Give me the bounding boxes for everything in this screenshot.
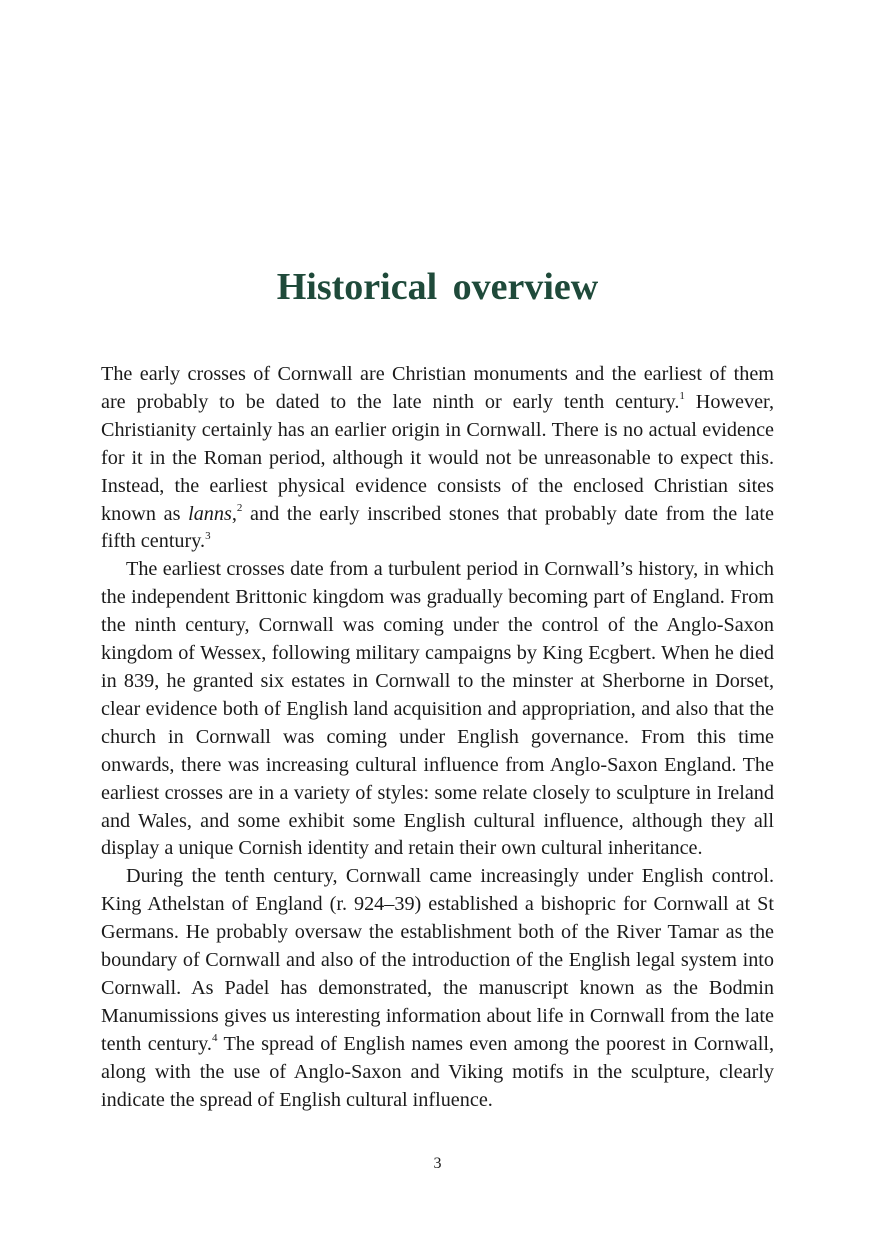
paragraph-2 — [101, 556, 774, 863]
text-segment: The spread of English names even among the poorest in Cornwall, along with the use of Anglo-Saxon and Viking motifs in the sculpture, clearly indicate the spread of English cultural influence. — [101, 1032, 775, 1111]
text-segment: During the tenth century, Cornwall came increasingly under English control. King Athelstan of England (r. 924–39) established a bishopric for Cornwall at St Germans. He probably oversaw the establishment both of the River Tamar as the boundary of Cornwall and also of the introduction of the English legal system into Cornwall. As Padel has demonstrated, the manuscript known as the Bodmin Manumissions gives us interesting information about life in Cornwall from the late tenth century. — [101, 865, 774, 1055]
italic-term: lanns — [188, 502, 232, 525]
text-segment: The early crosses of Cornwall are Christian monuments and the earliest of them are probably to be dated to the late ninth or early tenth century. — [101, 363, 774, 413]
body-text — [101, 361, 774, 1114]
text-segment: , — [231, 502, 237, 525]
text-segment: However, Christianity certainly has an earlier origin in Cornwall. There is no actual evidence for it in the Roman period, although it would not be unreasonable to expect this. Instead, the earliest physical evidence consists of the enclosed Christian sites known as — [101, 390, 774, 525]
footnote-ref-2: 2 — [236, 501, 243, 514]
text-segment: and the early inscribed stones that probably date from the late fifth century. — [101, 502, 774, 553]
chapter-title: Historical overview — [276, 266, 599, 308]
paragraph-1 — [101, 361, 774, 556]
text-segment: The earliest crosses date from a turbulent period in Cornwall’s history, in which the independent Brittonic kingdom was gradually becoming part of England. From the ninth century, Cornwall was coming under the control of the Anglo-Saxon kingdom of Wessex, following military campaigns by King Ecgbert. When he died in 839, he granted six estates in Cornwall to the minster at Sherborne in Dorset, clear evidence both of English land acquisition and appropriation, and also that the church in Cornwall was coming under English governance. From this time onwards, there was increasing cultural influence from Anglo-Saxon England. The earliest crosses are in a variety of styles: some relate closely to sculpture in Ireland and Wales, and some exhibit some English cultural influence, although they all display a unique Cornish identity and retain their own cultural inheritance. — [101, 558, 774, 860]
footnote-ref-1: 1 — [679, 390, 685, 403]
footnote-ref-4: 4 — [211, 1032, 218, 1045]
page-number: 3 — [433, 1155, 442, 1172]
footnote-ref-3: 3 — [205, 529, 211, 542]
paragraph-3 — [101, 863, 774, 1114]
